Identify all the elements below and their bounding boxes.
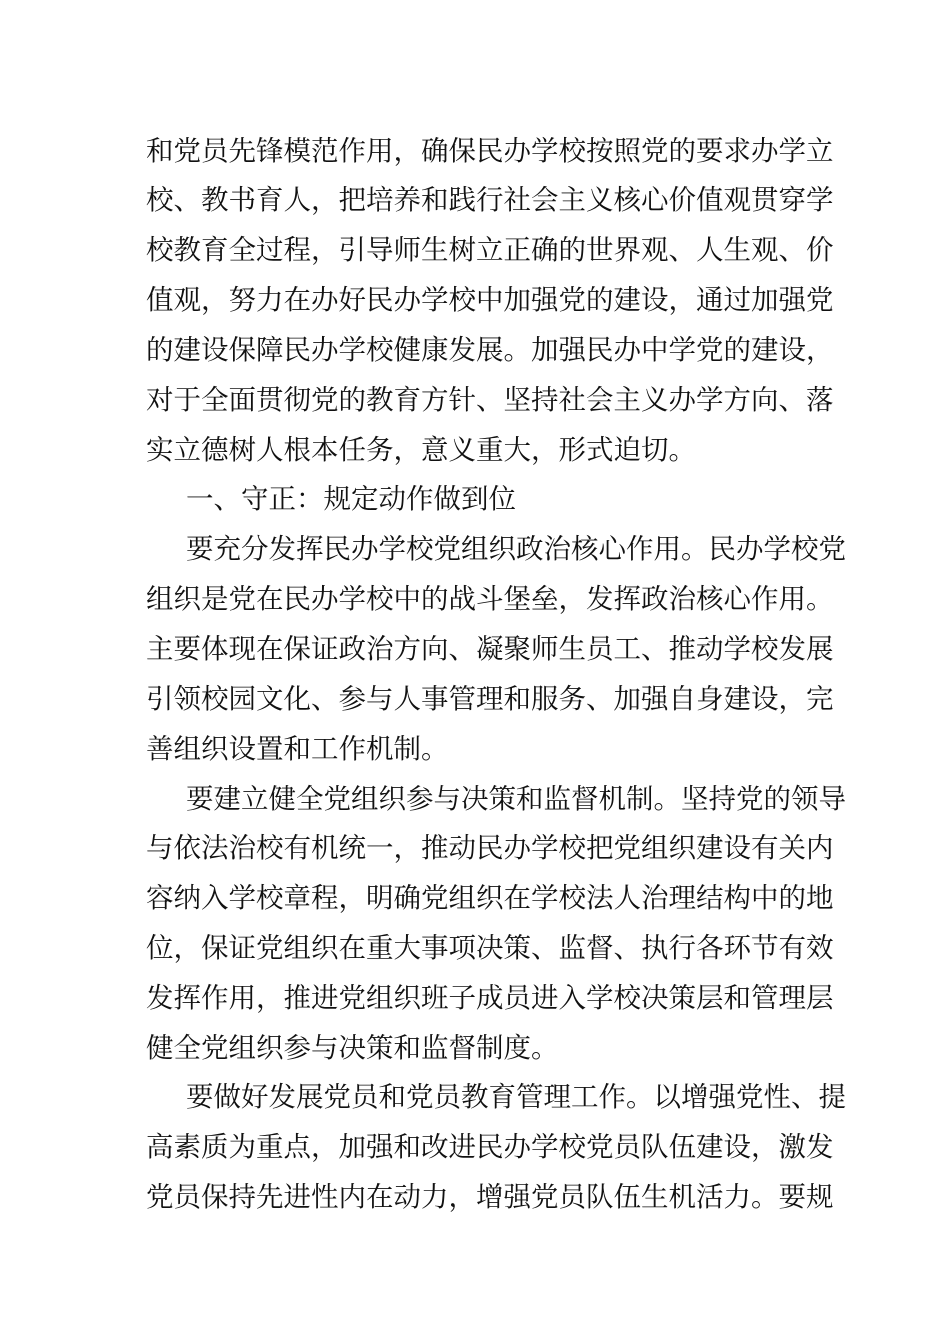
- paragraph-1-line-5: 善组织设置和工作机制。: [146, 733, 449, 765]
- paragraph-2-line-6: 健全党组织参与决策和监督制度。: [146, 1032, 559, 1064]
- intro-line-3: 校教育全过程，引导师生树立正确的世界观、人生观、价: [146, 234, 834, 266]
- paragraph-2-line-4: 位，保证党组织在重大事项决策、监督、执行各环节有效: [146, 932, 834, 964]
- intro-line-6: 对于全面贯彻党的教育方针、坚持社会主义办学方向、落: [146, 384, 834, 416]
- intro-line-2: 校、教书育人，把培养和践行社会主义核心价值观贯穿学: [146, 184, 834, 216]
- section-heading: 一、守正：规定动作做到位: [186, 483, 516, 515]
- intro-line-4: 值观，努力在办好民办学校中加强党的建设，通过加强党: [146, 284, 834, 316]
- paragraph-3-line-1: 要做好发展党员和党员教育管理工作。以增强党性、提: [186, 1081, 846, 1113]
- paragraph-3-line-2: 高素质为重点，加强和改进民办学校党员队伍建设，激发: [146, 1131, 834, 1163]
- paragraph-2-line-5: 发挥作用，推进党组织班子成员进入学校决策层和管理层: [146, 982, 834, 1014]
- paragraph-2-line-3: 容纳入学校章程，明确党组织在学校法人治理结构中的地: [146, 882, 834, 914]
- paragraph-1-line-1: 要充分发挥民办学校党组织政治核心作用。民办学校党: [186, 533, 846, 565]
- intro-line-1: 和党员先锋模范作用，确保民办学校按照党的要求办学立: [146, 135, 834, 167]
- paragraph-2-line-2: 与依法治校有机统一，推动民办学校把党组织建设有关内: [146, 832, 834, 864]
- paragraph-1-line-2: 组织是党在民办学校中的战斗堡垒，发挥政治核心作用。: [146, 583, 834, 615]
- intro-line-7: 实立德树人根本任务，意义重大，形式迫切。: [146, 434, 696, 466]
- paragraph-3-line-3: 党员保持先进性内在动力，增强党员队伍生机活力。要规: [146, 1181, 834, 1213]
- paragraph-1-line-3: 主要体现在保证政治方向、凝聚师生员工、推动学校发展: [146, 633, 834, 665]
- paragraph-2-line-1: 要建立健全党组织参与决策和监督机制。坚持党的领导: [186, 783, 846, 815]
- intro-line-5: 的建设保障民办学校健康发展。加强民办中学党的建设，: [146, 334, 834, 366]
- paragraph-1-line-4: 引领校园文化、参与人事管理和服务、加强自身建设，完: [146, 683, 834, 715]
